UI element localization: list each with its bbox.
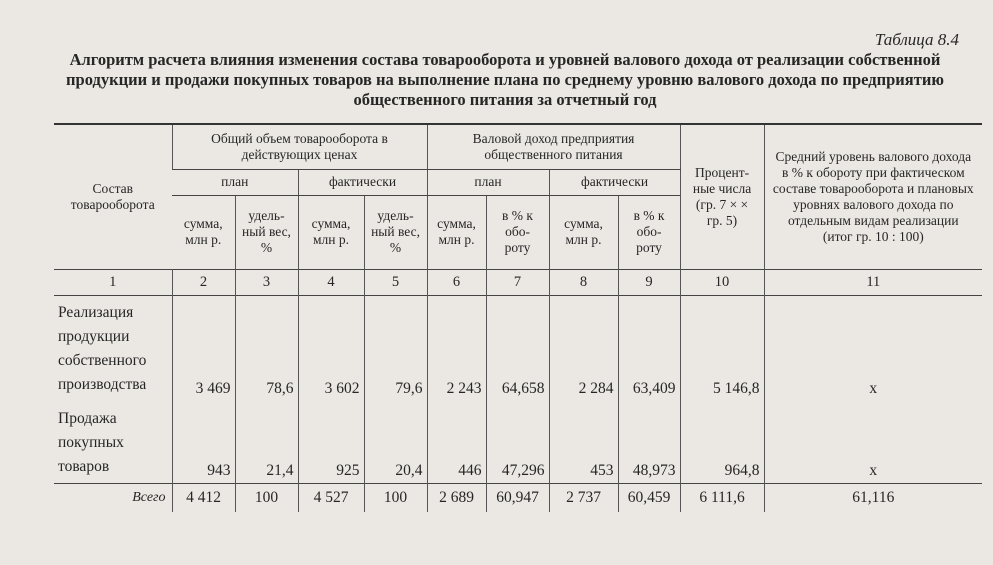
table-cell: 47,296 (486, 401, 549, 483)
table-cell: 60,947 (486, 483, 549, 512)
table-cell: 2 737 (549, 483, 618, 512)
header-share: удель- ный вес, % (235, 195, 298, 269)
header-gross-income: Валовой доход предприятия общественного питания (427, 124, 680, 169)
header-percent-of-turnover: в % к обо- роту (618, 195, 680, 269)
column-number: 5 (364, 269, 427, 295)
column-number: 2 (172, 269, 235, 295)
table-cell: 78,6 (235, 295, 298, 401)
header-share: удель- ный вес, % (364, 195, 427, 269)
table-row (54, 401, 982, 483)
table-cell: 4 412 (172, 483, 235, 512)
table-number: Таблица 8.4 (874, 30, 959, 49)
table-cell: 21,4 (235, 401, 298, 483)
header-sum: сумма, млн р. (298, 195, 364, 269)
column-number: 8 (549, 269, 618, 295)
header-total-turnover: Общий объем товарооборота в действующих ценах (172, 124, 427, 169)
table-row (54, 295, 982, 401)
table-cell: 100 (364, 483, 427, 512)
table-cell: 48,973 (618, 401, 680, 483)
table-cell: 20,4 (364, 401, 427, 483)
column-number: 6 (427, 269, 486, 295)
header-fact: фактически (549, 169, 680, 195)
header-composition: Состав товарооборота (70, 180, 155, 212)
header-sum: сумма, млн р. (549, 195, 618, 269)
row-name: Реализация продукции собственного производства (58, 304, 147, 393)
table-cell: 6 111,6 (680, 483, 764, 512)
total-row (54, 483, 982, 512)
header-plan: план (427, 169, 549, 195)
table-cell: 2 243 (427, 295, 486, 401)
table-cell: 64,658 (486, 295, 549, 401)
header-percent-of-turnover: в % к обо- роту (486, 195, 549, 269)
table-cell: 964,8 (680, 401, 764, 483)
table-cell: x (764, 401, 982, 483)
table-cell: 453 (549, 401, 618, 483)
table-cell: 79,6 (364, 295, 427, 401)
table-cell: 2 689 (427, 483, 486, 512)
table-cell: 100 (235, 483, 298, 512)
table-cell: 60,459 (618, 483, 680, 512)
row-name: Продажа покупных товаров (58, 409, 124, 475)
table-cell: 63,409 (618, 295, 680, 401)
header-fact: фактически (298, 169, 427, 195)
column-number: 11 (764, 269, 982, 295)
header-plan: план (172, 169, 298, 195)
column-number: 3 (235, 269, 298, 295)
header-percent-numbers: Процент- ные числа (гр. 7 × × гр. 5) (680, 124, 764, 269)
header-sum: сумма, млн р. (183, 216, 223, 247)
column-number: 7 (486, 269, 549, 295)
header-average-level: Средний уровень валового дохода в % к обороту при фактическом составе товарооборота и плановых уровнях валового дохода по отдельным видам реализации (итог гр. 10 : 100) (764, 124, 982, 269)
table-cell: 943 (172, 401, 235, 483)
column-number: 10 (680, 269, 764, 295)
table-cell: 3 602 (298, 295, 364, 401)
table-cell: 446 (427, 401, 486, 483)
column-number: 9 (618, 269, 680, 295)
table-cell: 2 284 (549, 295, 618, 401)
data-table (54, 123, 982, 512)
table-cell: 3 469 (172, 295, 235, 401)
table-cell: 61,116 (764, 483, 982, 512)
total-label: Всего (132, 489, 166, 505)
table-cell: 5 146,8 (680, 295, 764, 401)
header-sum: сумма, млн р. (427, 195, 486, 269)
table-title: Алгоритм расчета влияния изменения состава товарооборота и уровней валового дохода от реализации собственной продукции и продажи покупных товаров на выполнение плана по среднему уровню валового дохода по предприятию общественного питания за отчетный год (66, 50, 944, 109)
table-cell: 925 (298, 401, 364, 483)
table-cell: 4 527 (298, 483, 364, 512)
column-number: 4 (298, 269, 364, 295)
column-number: 1 (109, 274, 117, 290)
table-cell: x (764, 295, 982, 401)
